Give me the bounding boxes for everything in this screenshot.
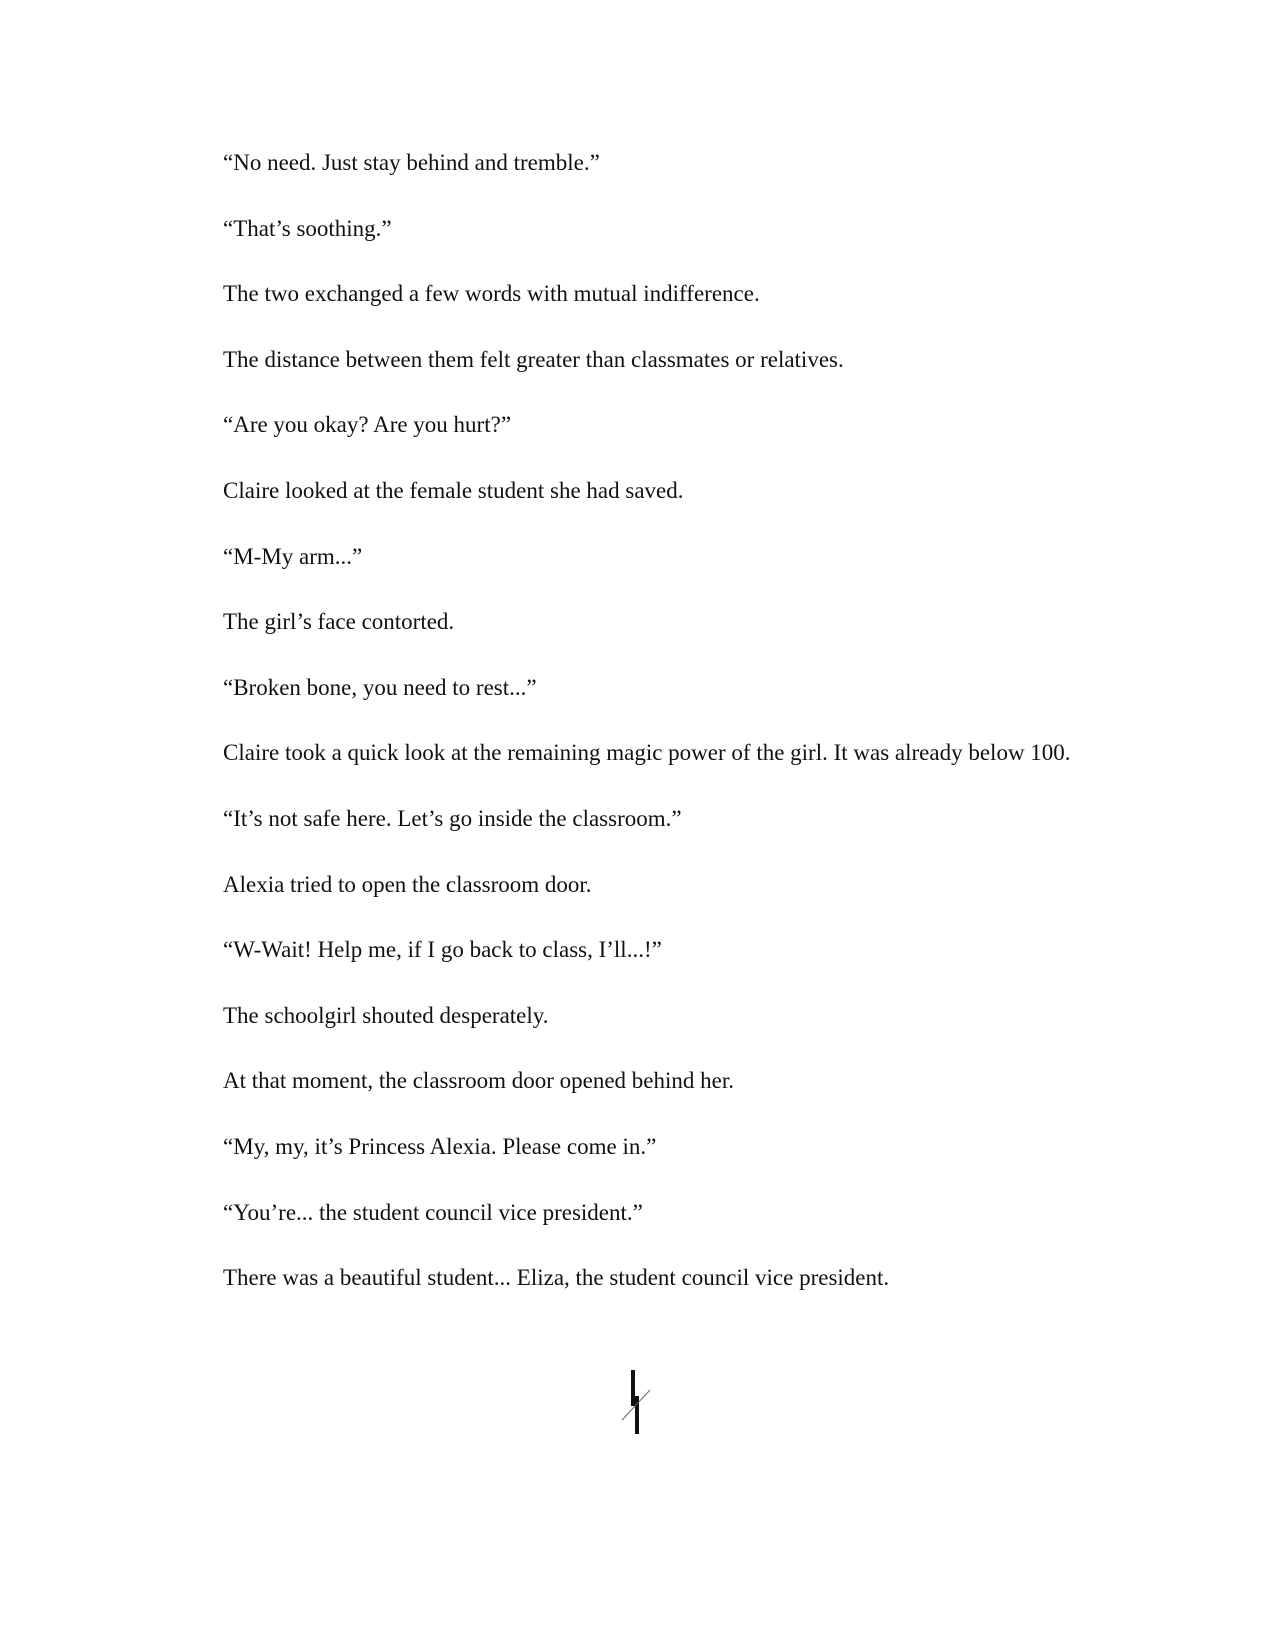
paragraph: There was a beautiful student... Eliza, the student council vice president. [223,1265,890,1291]
paragraph: Claire looked at the female student she had saved. [223,477,684,503]
paragraph: “No need. Just stay behind and tremble.” [223,150,600,175]
paragraph: Claire took a quick look at the remaining magic power of the girl. It was already below 100. [223,740,1071,766]
paragraph: “It’s not safe here. Let’s go inside the classroom.” [223,805,682,831]
section-break-icon [618,1366,658,1436]
paragraph: “W-Wait! Help me, if I go back to class, I’ll...!” [223,937,662,963]
paragraph: “You’re... the student council vice president.” [223,1199,643,1225]
paragraph: The schoolgirl shouted desperately. [223,1002,549,1028]
paragraph: “Are you okay? Are you hurt?” [223,412,512,438]
paragraph: “That’s soothing.” [223,215,392,241]
paragraph: “My, my, it’s Princess Alexia. Please come in.” [223,1133,657,1159]
paragraph: At that moment, the classroom door opened behind her. [223,1068,734,1094]
paragraph: The distance between them felt greater than classmates or relatives. [223,346,844,372]
paragraph: The two exchanged a few words with mutual indifference. [223,281,760,307]
paragraph: Alexia tried to open the classroom door. [223,871,592,897]
paragraph: The girl’s face contorted. [223,609,455,635]
paragraph: “Broken bone, you need to rest...” [223,674,537,700]
document-body [149,147,1099,1328]
paragraph: “M-My arm...” [223,543,363,569]
